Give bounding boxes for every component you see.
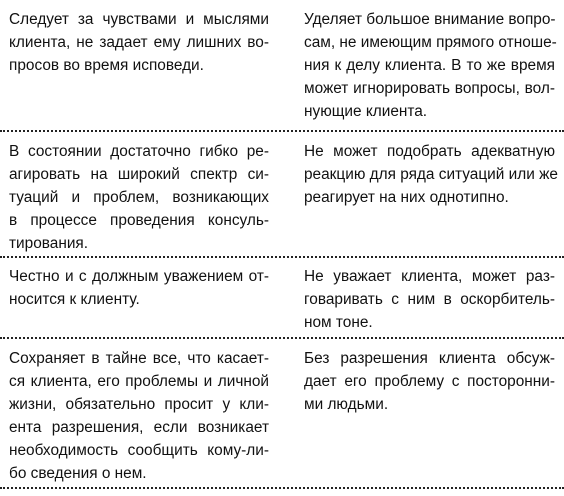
text-line: Честно и с должным уважением от- xyxy=(9,268,269,285)
text-line: тирования. xyxy=(9,235,89,252)
text-line: Уделяет большое внимание вопро- xyxy=(304,11,556,28)
text-line: туаций и проблем, возникающих xyxy=(9,189,269,206)
text-line: Сохраняет в тайне все, что касает- xyxy=(9,350,269,367)
text-line: В состоянии достаточно гибко ре- xyxy=(9,143,269,160)
text-line: носится к клиенту. xyxy=(9,291,140,308)
text-line: Не может подобрать адекватную xyxy=(304,143,555,160)
text-line: бо сведения о нем. xyxy=(9,465,147,482)
table-cell-left xyxy=(0,0,272,130)
text-line: необходимость сообщить кому-ли- xyxy=(9,442,269,459)
text-line: ента разрешения, если возникает xyxy=(9,419,269,436)
text-line: реагирует на них однотипно. xyxy=(304,189,509,206)
text-line: сам, не имеющим прямого отноше- xyxy=(304,34,557,51)
text-line: может игнорировать вопросы, вол- xyxy=(304,80,555,97)
text-line: ния к делу клиента. В то же время xyxy=(304,57,555,74)
text-line: Без разрешения клиента обсуж- xyxy=(304,350,555,367)
table-cell-left xyxy=(0,256,272,337)
text-line: дает его проблему с посторонни- xyxy=(304,373,555,390)
text-line: говаривать с ним в оскорбитель- xyxy=(304,291,555,308)
text-line: ном тоне. xyxy=(304,314,373,331)
text-line: клиента, не задает ему лишних во- xyxy=(9,34,269,51)
text-line: ся клиента, его проблемы и личной xyxy=(9,373,269,390)
text-line: в процессе проведения консуль- xyxy=(9,212,269,229)
text-line: ми людьми. xyxy=(304,396,389,413)
table-row xyxy=(0,337,564,489)
table-cell-right xyxy=(272,256,564,337)
text-line: реакцию для ряда ситуаций или же xyxy=(304,166,558,183)
table-row xyxy=(0,256,564,337)
table-cell-right xyxy=(272,337,564,489)
table-row xyxy=(0,130,564,256)
table-row xyxy=(0,0,564,130)
text-line: Следует за чувствами и мыслями xyxy=(9,11,269,28)
table-cell-right xyxy=(272,130,564,256)
table-cell-left xyxy=(0,337,272,489)
text-line: жизни, обязательно просит у кли- xyxy=(9,396,269,413)
table-cell-right xyxy=(272,0,564,130)
text-line: Не уважает клиента, может раз- xyxy=(304,268,555,285)
text-line: нующие клиента. xyxy=(304,103,428,120)
table-cell-left xyxy=(0,130,272,256)
text-line: агировать на широкий спектр си- xyxy=(9,166,269,183)
text-line: просов во время исповеди. xyxy=(9,57,204,74)
